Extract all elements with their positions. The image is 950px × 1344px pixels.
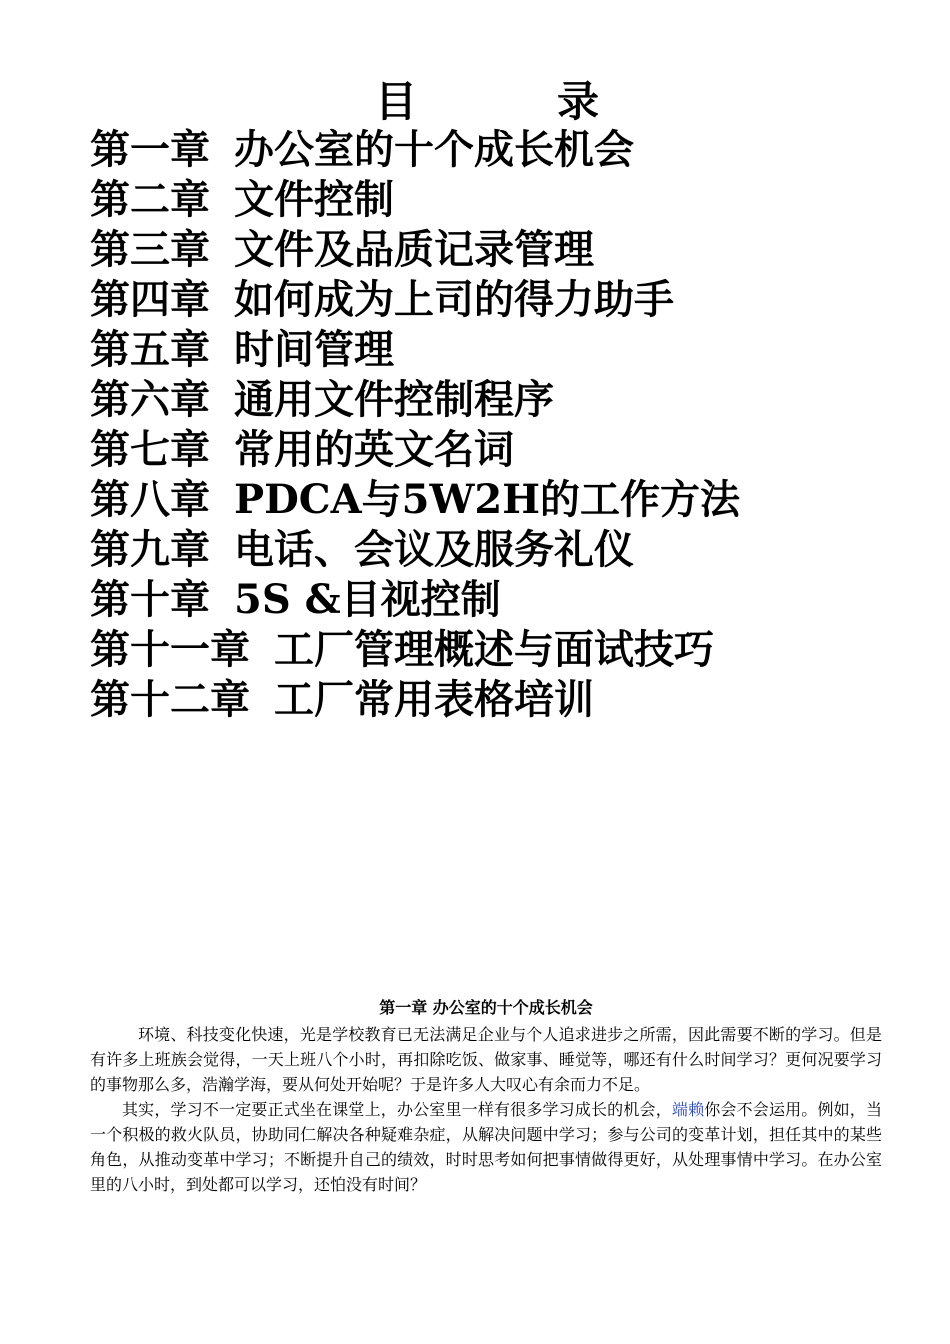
toc-item-3[interactable] — [90, 225, 740, 275]
toc-item-title: 电话、会议及服务礼仪 — [234, 526, 634, 573]
toc-item-6[interactable] — [90, 375, 740, 425]
toc-item-title: 工厂管理概述与面试技巧 — [274, 626, 714, 673]
toc-title-char-2: 录 — [557, 77, 600, 126]
toc-list — [90, 125, 740, 725]
toc-item-title: 工厂常用表格培训 — [274, 676, 594, 723]
paragraph-text: 你会不会运用。例如，当一个积极的救火队员，协助同仁解决各种疑难杂症，从解决问题中学习；参与公司的变革计划，担任其中的某些角色，从推动变革中学习；不断提升自己的绩效，时时思考如何把事情做得更好，从处理事情中学习。在办公室里的八小时，到处都可以学习，还怕没有时间？ — [90, 1100, 882, 1194]
toc-item-label: 第七章 — [90, 426, 210, 473]
toc-item-2[interactable] — [90, 175, 740, 225]
toc-item-title: 5S &目视控制 — [234, 576, 501, 623]
toc-item-label: 第八章 — [90, 476, 210, 523]
toc-item-label: 第二章 — [90, 176, 210, 223]
toc-item-9[interactable] — [90, 525, 740, 575]
toc-item-title: 如何成为上司的得力助手 — [234, 276, 674, 323]
toc-item-7[interactable] — [90, 425, 740, 475]
toc-item-11[interactable] — [90, 625, 740, 675]
paragraph-text: 其实，学习不一定要正式坐在课堂上，办公室里一样有很多学习成长的机会， — [122, 1100, 672, 1119]
toc-item-1[interactable] — [90, 125, 740, 175]
toc-item-title: 通用文件控制程序 — [234, 376, 554, 423]
toc-item-label: 第十章 — [90, 576, 210, 623]
toc-item-label: 第十二章 — [90, 676, 250, 723]
chapter-heading: 第一章 办公室的十个成长机会 — [379, 998, 593, 1017]
toc-item-title: 办公室的十个成长机会 — [234, 126, 634, 173]
toc-item-12[interactable] — [90, 675, 740, 725]
body-paragraph-2 — [90, 1097, 882, 1197]
toc-item-label: 第三章 — [90, 226, 210, 273]
toc-item-4[interactable] — [90, 275, 740, 325]
toc-item-label: 第一章 — [90, 126, 210, 173]
hyperlink-text[interactable]: 端赖 — [671, 1100, 705, 1119]
toc-item-title: 文件及品质记录管理 — [234, 226, 594, 273]
toc-item-label: 第九章 — [90, 526, 210, 573]
toc-item-label: 第六章 — [90, 376, 210, 423]
toc-item-title: PDCA与5W2H的工作方法 — [234, 476, 741, 523]
toc-item-title: 文件控制 — [234, 176, 394, 223]
toc-item-8[interactable] — [90, 475, 740, 525]
toc-item-5[interactable] — [90, 325, 740, 375]
toc-item-title: 常用的英文名词 — [234, 426, 514, 473]
toc-item-title: 时间管理 — [234, 326, 394, 373]
chapter-1-section — [90, 994, 882, 1197]
toc-title-char-1: 目 — [375, 77, 418, 126]
toc-item-10[interactable] — [90, 575, 740, 625]
body-paragraph-1: 环境、科技变化快速，光是学校教育已无法满足企业与个人追求进步之所需，因此需要不断的学习。但是有许多上班族会觉得，一天上班八个小时，再扣除吃饭、做家事、睡觉等，哪还有什么时间学习？更何况要学习的事物那么多，浩瀚学海，要从何处开始呢？于是许多人大叹心有余而力不足。 — [90, 1025, 882, 1094]
toc-item-label: 第五章 — [90, 326, 210, 373]
toc-title — [375, 72, 615, 132]
toc-item-label: 第四章 — [90, 276, 210, 323]
toc-item-label: 第十一章 — [90, 626, 250, 673]
